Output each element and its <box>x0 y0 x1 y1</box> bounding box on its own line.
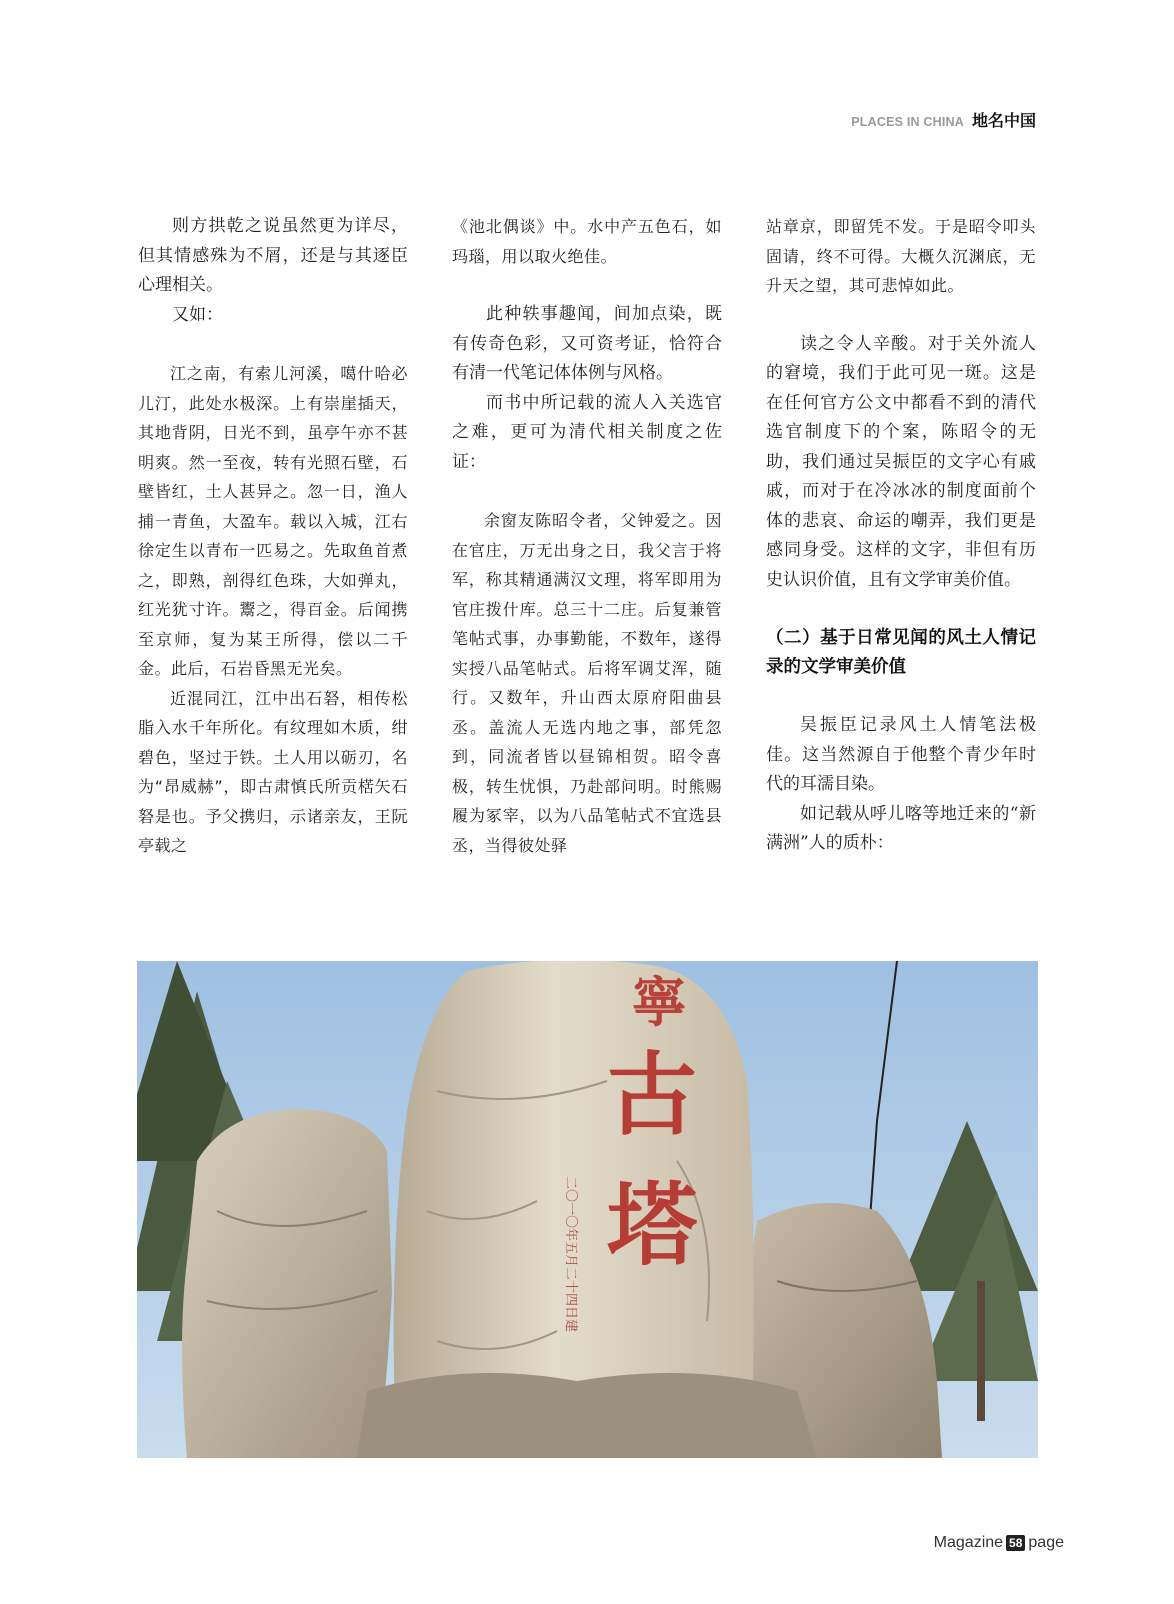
footer-magazine: Magazine <box>933 1534 1004 1551</box>
section-heading: （二）基于日常见闻的风土人情记录的文学审美价值 <box>766 628 1036 677</box>
paragraph: 如记载从呼儿喀等地迁来的“新满洲”人的质朴： <box>766 803 1036 853</box>
engraved-date: 二〇一〇年五月二十四日建 <box>563 1176 578 1333</box>
quoted-passage: 余窗友陈昭令者，父钟爱之。因在官庄，万无出身之日，我父言于将军，称其精通满汉文理，将军即用为官庄拨什库。总三十二庄。后复兼管笔帖式事，办事勤能，不数年，遂得实授八品笔帖式。后将军调艾浑，随行。又数年，升山西太原府阳曲县丞。盖流人无选内地之事，部凭忽到，同流者皆以昼锦相贺。昭令喜极，转生忧惧，乃赴部问明。时熊赐履为冢宰，以为八品笔帖式不宜选县丞，当得彼处驿 <box>452 511 722 855</box>
footer-page: page <box>1028 1534 1064 1551</box>
quoted-passage: 近混同江，江中出石砮，相传松脂入水千年所化。有纹理如木质，绀碧色，坚过于铁。土人用以砺刃，名为“昂威赫”，即古肃慎氏所贡楛矢石砮是也。予父携归，示诸亲友，王阮亭载之 <box>138 688 408 855</box>
paragraph: 而书中所记载的流人入关选官之难，更可为清代相关制度之佐证： <box>452 392 722 472</box>
text-column-1 <box>138 212 408 861</box>
engraved-char-gu: 古 <box>607 1042 697 1148</box>
page-footer <box>934 1534 1064 1552</box>
text-column-3 <box>766 212 1036 859</box>
ningguta-stone-photo <box>137 961 1038 1458</box>
paragraph: 吴振臣记录风土人情笔法极佳。这当然源自于他整个青少年时代的耳濡目染。 <box>766 715 1036 794</box>
page-number: 58 <box>1006 1535 1025 1551</box>
engraved-char-ta: 塔 <box>607 1172 697 1278</box>
left-boulder <box>182 1109 392 1458</box>
paragraph: 读之令人辛酸。对于关外流人的窘境，我们于此可见一斑。这是在任何官方公文中都看不到的清代选官制度下的个案，陈昭令的无助，我们通过吴振臣的文字心有戚戚，而对于在冷冰冰的制度面前个体的悲哀、命运的嘲弄，我们更是感同身受。这样的文字，非但有历史认识价值，且有文学审美价值。 <box>766 333 1036 590</box>
header-english: PLACES IN CHINA <box>851 115 964 129</box>
paragraph: 此种轶事趣闻，间加点染，既有传奇色彩，又可资考证，恰符合有清一代笔记体体例与风格。 <box>452 304 722 383</box>
text-column-2 <box>452 212 722 860</box>
quoted-passage: 《池北偶谈》中。水中产五色石，如玛瑙，用以取火绝佳。 <box>452 217 722 266</box>
header-chinese: 地名中国 <box>971 111 1036 130</box>
engraved-char-ning: 寧 <box>632 970 686 1034</box>
quoted-passage: 站章京，即留凭不发。于是昭令叩头固请，终不可得。大概久沉渊底，无升天之望，其可悲悼如此。 <box>766 217 1036 295</box>
paragraph: 又如： <box>172 304 223 325</box>
quoted-passage: 江之南，有索儿河溪，噶什哈必儿汀，此处水极深。上有崇崖插天，其地背阴，日光不到，虽亭午亦不甚明爽。然一至夜，转有光照石壁，石壁皆红，土人甚异之。忽一日，渔人捕一青鱼，大盈车。载以入城，江右徐定生以青布一匹易之。先取鱼首煮之，即熟，剖得红色珠，大如弹丸，红光犹寸许。鬻之，得百金。后闻携至京师，复为某王所得，偿以二千金。此后，石岩昏黑无光矣。 <box>138 364 408 678</box>
running-header <box>851 108 1036 131</box>
paragraph: 则方拱乾之说虽然更为详尽，但其情感殊为不屑，还是与其逐臣心理相关。 <box>138 216 408 295</box>
